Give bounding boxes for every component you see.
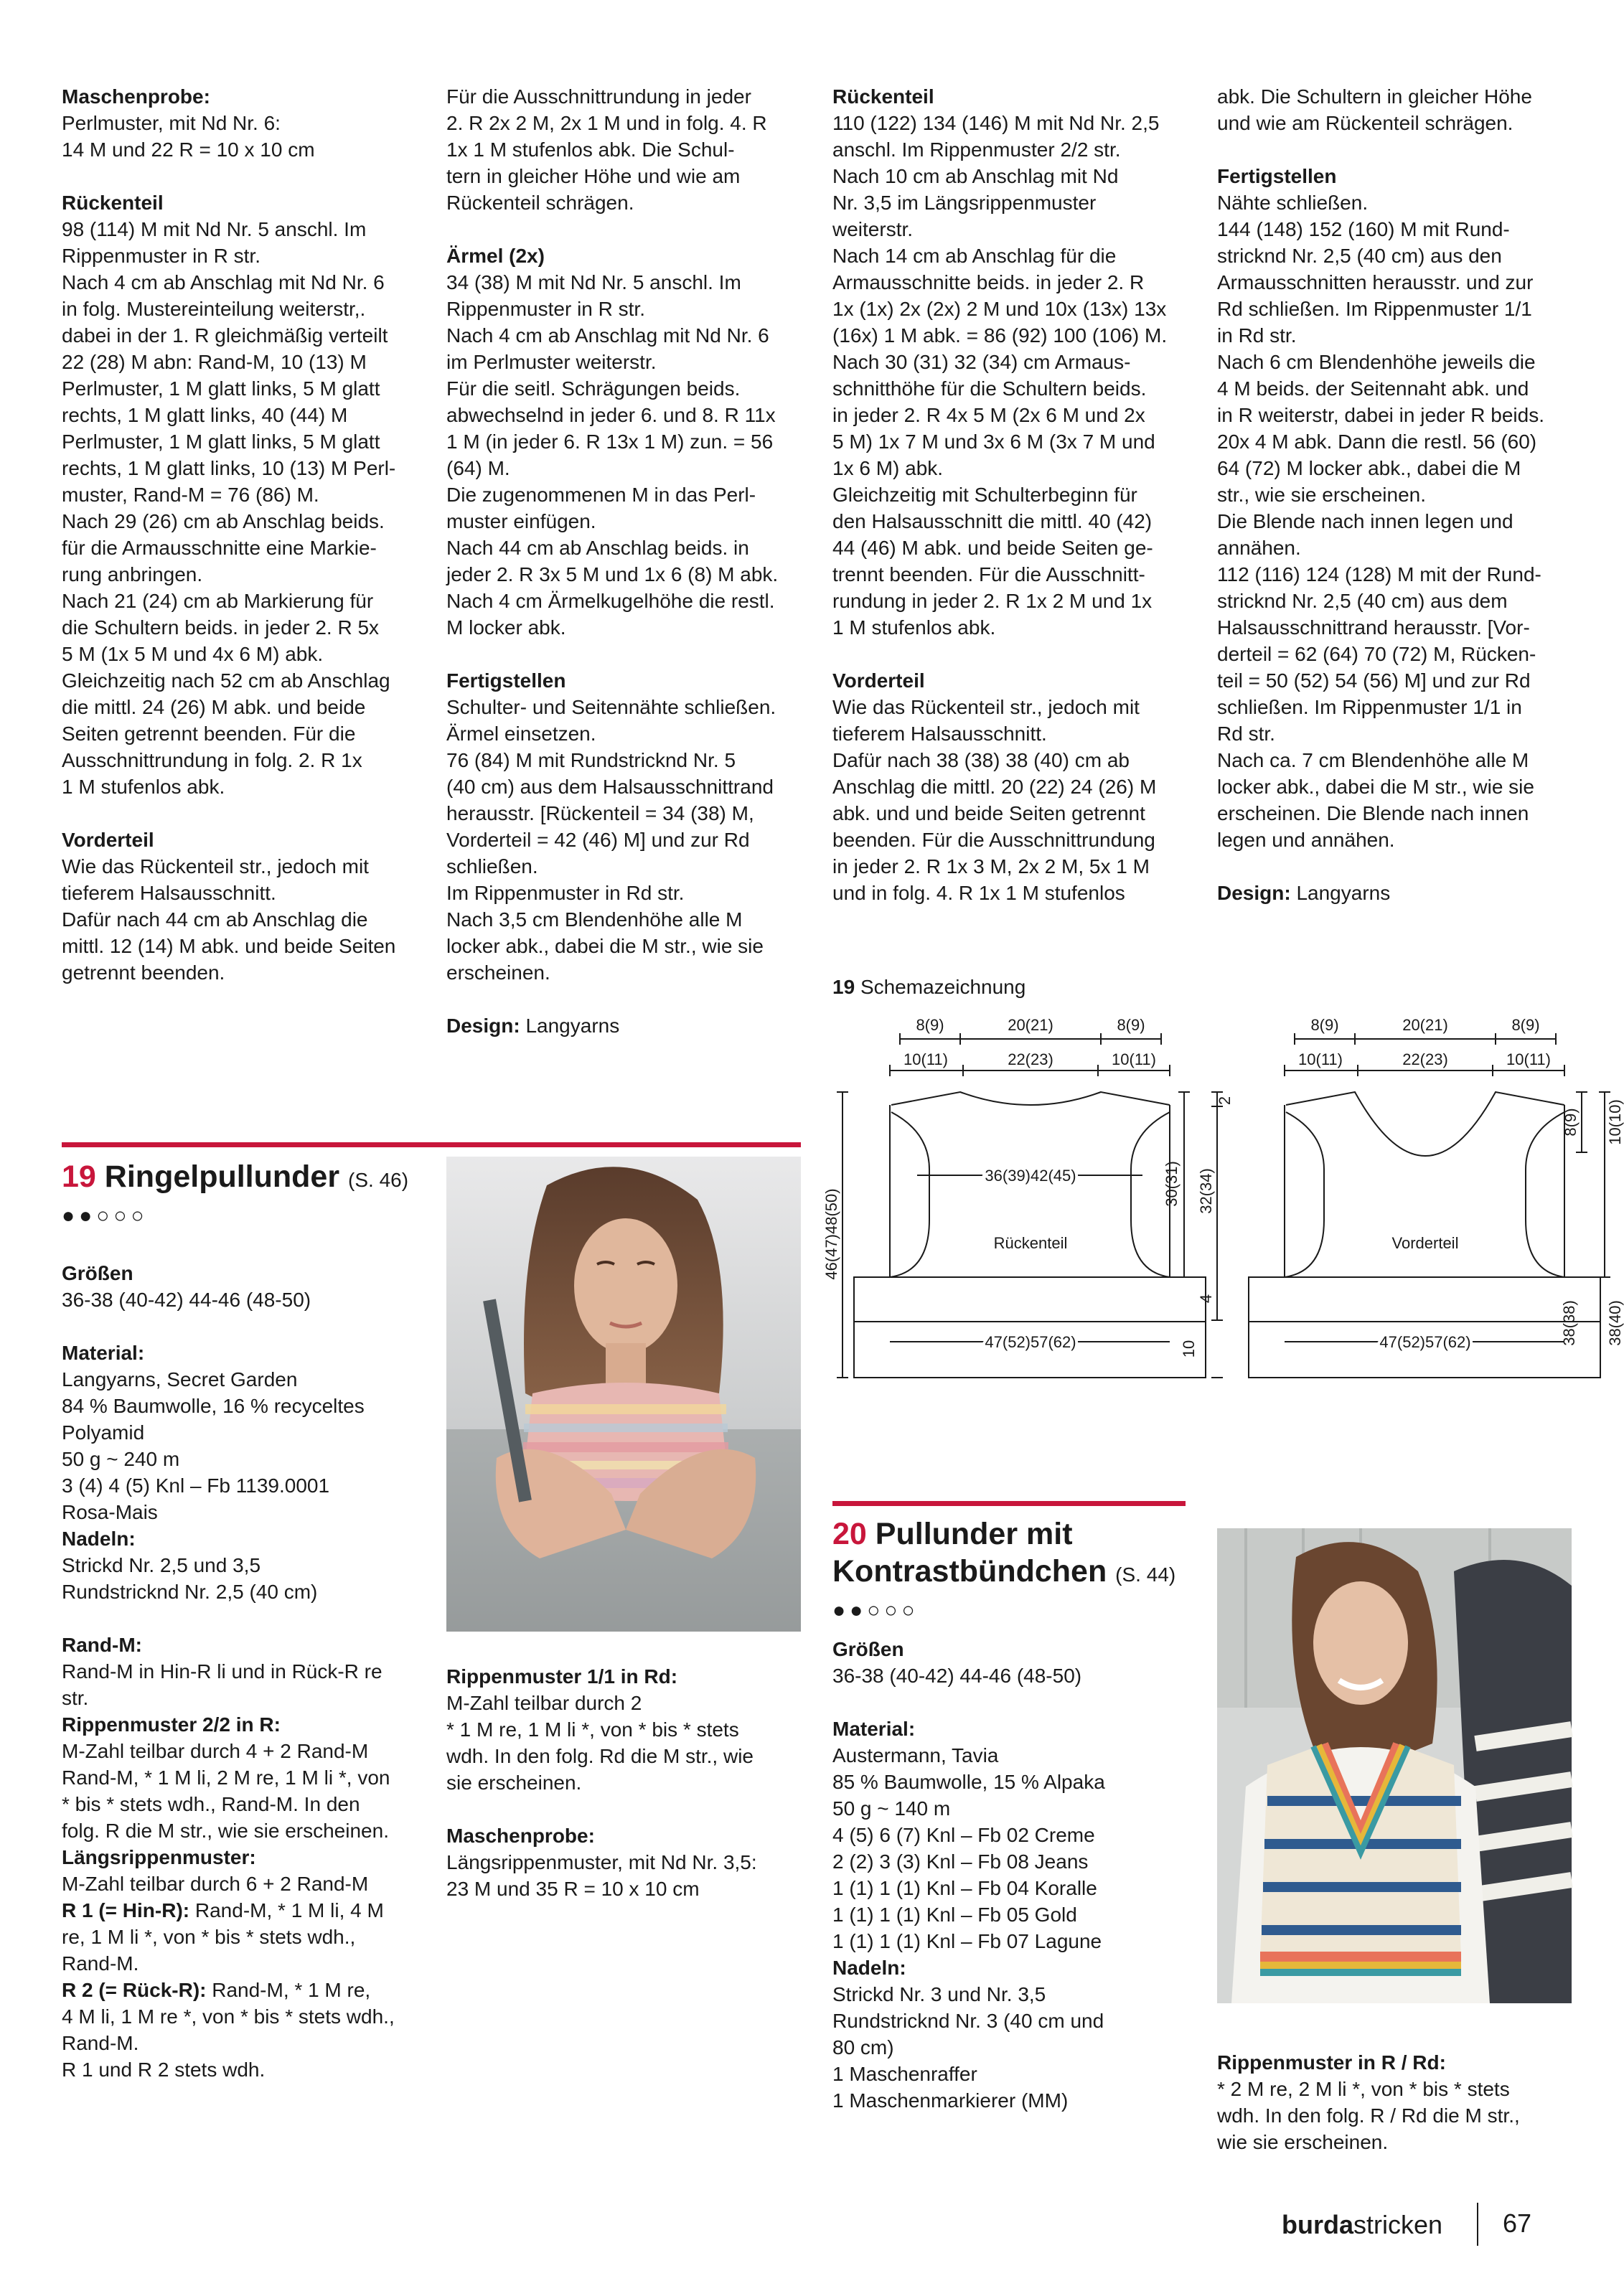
blank-line: [832, 1689, 1198, 1716]
text-line: tieferem Halsausschnitt.: [62, 882, 276, 904]
text-line: 1 M (in jeder 6. R 13x 1 M) zun. = 56: [446, 430, 774, 453]
text-line: Rd str.: [1217, 723, 1275, 745]
text-line: 36-38 (40-42) 44-46 (48-50): [832, 1665, 1082, 1687]
text-line: in jeder 2. R 1x 3 M, 2x 2 M, 5x 1 M: [832, 855, 1150, 878]
text-line: 64 (72) M locker abk., dabei die M: [1217, 457, 1521, 479]
text-line: M locker abk.: [446, 616, 566, 639]
text-line: stricknd Nr. 2,5 (40 cm) aus dem: [1217, 590, 1508, 612]
text-line: abk. und und beide Seiten getrennt: [832, 802, 1145, 824]
text-line: Wie das Rückenteil str., jedoch mit: [832, 696, 1140, 718]
pattern-19-title: [62, 1158, 408, 1199]
section-heading: Rückenteil: [832, 85, 934, 108]
text-line: 4 (5) 6 (7) Knl – Fb 02 Creme: [832, 1824, 1095, 1846]
dim-front-h1: 38(38): [1560, 1300, 1578, 1346]
text-line: getrennt beenden.: [62, 961, 225, 984]
text-line: Gleichzeitig mit Schulterbeginn für: [832, 484, 1137, 506]
back-piece-label: Rückenteil: [993, 1234, 1068, 1252]
text-line: 98 (114) M mit Nd Nr. 5 anschl. Im: [62, 218, 367, 240]
text-line: Nach 14 cm ab Anschlag für die: [832, 245, 1117, 267]
text-line: 1 (1) 1 (1) Knl – Fb 05 Gold: [832, 1904, 1077, 1926]
blank-line: [1217, 853, 1583, 880]
text-line: Nähte schließen.: [1217, 192, 1369, 214]
text-line: Nach 3,5 cm Blendenhöhe alle M: [446, 908, 743, 931]
text-line: 84 % Baumwolle, 16 % recyceltes: [62, 1395, 365, 1417]
text-line: Ausschnittrundung in folg. 2. R 1x: [62, 749, 362, 771]
inline-label: Design:: [1217, 882, 1291, 904]
text-line: Rand-M, * 1 M li, 2 M re, 1 M li *, von: [62, 1766, 390, 1789]
text-line: 34 (38) M mit Nd Nr. 5 anschl. Im: [446, 271, 741, 293]
pattern-20-title: [832, 1515, 1175, 1594]
section-heading: Ärmel (2x): [446, 245, 545, 267]
dim-top-center: 20(21): [1008, 1016, 1053, 1034]
inline-value: Langyarns: [1290, 882, 1391, 904]
dim-arm-1: 30(31): [1163, 1161, 1181, 1207]
dim-top-left: 8(9): [916, 1016, 944, 1034]
text-line: tieferem Halsausschnitt.: [832, 723, 1047, 745]
text-line: abwechselnd in jeder 6. und 8. R 11x: [446, 404, 776, 426]
dim-neck-10: 10(10): [1606, 1099, 1624, 1145]
text-line: in Rd str.: [1217, 324, 1297, 347]
text-line: Polyamid: [62, 1421, 145, 1444]
pattern-19-name: Ringelpullunder: [104, 1159, 340, 1194]
section-heading: Rippenmuster 1/1 in Rd:: [446, 1665, 678, 1688]
text-line: Nach 4 cm ab Anschlag mit Nd Nr. 6: [62, 271, 385, 293]
section-heading: Rippenmuster 2/2 in R:: [62, 1713, 281, 1736]
text-line: 1 (1) 1 (1) Knl – Fb 04 Koralle: [832, 1877, 1097, 1899]
text-line: 2 (2) 3 (3) Knl – Fb 08 Jeans: [832, 1850, 1089, 1873]
text-line: 110 (122) 134 (146) M mit Nd Nr. 2,5: [832, 112, 1160, 134]
section-20-rule: [832, 1501, 1186, 1506]
dim-second-left: 10(11): [903, 1050, 948, 1068]
col-4: [1217, 83, 1583, 906]
text-line: 23 M und 35 R = 10 x 10 cm: [446, 1878, 700, 1900]
section-heading: Größen: [62, 1262, 133, 1284]
blank-line: [446, 1796, 812, 1822]
section-heading: Nadeln:: [62, 1528, 136, 1550]
blank-line: [62, 163, 428, 189]
front-piece-label: Vorderteil: [1391, 1234, 1459, 1252]
pattern-19-page-ref: (S. 46): [348, 1169, 409, 1191]
section-heading: Maschenprobe:: [446, 1825, 595, 1847]
difficulty-dots-19: ●●○○○: [62, 1204, 149, 1228]
text-line: für die Armausschnitte eine Markie-: [62, 537, 377, 559]
text-line: 1 Maschenmarkierer (MM): [832, 2089, 1069, 2112]
schema-label: [832, 976, 1025, 999]
section-heading: Fertigstellen: [446, 669, 566, 692]
p19-right-text: [446, 1663, 812, 1902]
dim-4: 4: [1197, 1294, 1215, 1304]
blank-line: [1217, 136, 1583, 163]
text-line: 3 (4) 4 (5) Knl – Fb 1139.0001: [62, 1474, 330, 1497]
text-line: 5 M) 1x 7 M und 3x 6 M (3x 7 M und: [832, 430, 1155, 453]
section-heading: Maschenprobe:: [62, 85, 210, 108]
p19-left-text: [62, 1260, 428, 2083]
schema-title: Schemazeichnung: [860, 976, 1026, 998]
text-line: (40 cm) aus dem Halsausschnittrand: [446, 776, 774, 798]
text-line: Strickd Nr. 2,5 und 3,5: [62, 1554, 261, 1576]
blank-line: [62, 1313, 428, 1340]
brand-rest: stricken: [1353, 2210, 1443, 2239]
text-line: 5 M (1x 5 M und 4x 6 M) abk.: [62, 643, 324, 665]
inline-label: R 1 (= Hin-R):: [62, 1899, 190, 1921]
text-line: 20x 4 M abk. Dann die restl. 56 (60): [1217, 430, 1537, 453]
text-line: M-Zahl teilbar durch 4 + 2 Rand-M: [62, 1740, 369, 1762]
text-line: Nach 29 (26) cm ab Anschlag beids.: [62, 510, 385, 532]
section-heading: Größen: [832, 1638, 904, 1660]
text-line: 4 M beids. der Seitennaht abk. und: [1217, 377, 1529, 400]
text-line: 1 M stufenlos abk.: [62, 776, 225, 798]
dim-10: 10: [1180, 1340, 1198, 1358]
dim-left-height: 46(47)48(50): [822, 1188, 840, 1280]
text-line: Rundstricknd Nr. 2,5 (40 cm): [62, 1581, 318, 1603]
text-line: erscheinen. Die Blende nach innen: [1217, 802, 1529, 824]
text-line: Perlmuster, 1 M glatt links, 5 M glatt: [62, 377, 380, 400]
blank-line: [832, 641, 1198, 667]
text-line: schließen.: [446, 855, 538, 878]
col-3: [832, 83, 1198, 906]
text-line: wdh. In den folg. R / Rd die M str.,: [1217, 2104, 1520, 2127]
text-line: Ärmel einsetzen.: [446, 723, 596, 745]
text-line: 85 % Baumwolle, 15 % Alpaka: [832, 1771, 1105, 1793]
dim-front-second-center: 22(23): [1402, 1050, 1448, 1068]
inline-label: Design:: [446, 1015, 520, 1037]
text-line: und wie am Rückenteil schrägen.: [1217, 112, 1513, 134]
dim-front-top-center: 20(21): [1402, 1016, 1448, 1034]
text-line: teil = 50 (52) 54 (56) M] und zur Rd: [1217, 669, 1531, 692]
text-line: stricknd Nr. 2,5 (40 cm) aus den: [1217, 245, 1502, 267]
text-line: 50 g ~ 240 m: [62, 1448, 180, 1470]
dim-2: 2: [1216, 1096, 1234, 1106]
pattern-20-number: 20: [832, 1517, 867, 1551]
text-line: anschl. Im Rippenmuster 2/2 str.: [832, 138, 1121, 161]
dim-top-right: 8(9): [1117, 1016, 1145, 1034]
schema-drawing: [822, 1004, 1624, 1392]
text-line: die mittl. 24 (26) M abk. und beide: [62, 696, 366, 718]
text-line: * 2 M re, 2 M li *, von * bis * stets: [1217, 2078, 1510, 2100]
section-heading: Rippenmuster in R / Rd:: [1217, 2051, 1446, 2074]
section-heading: Nadeln:: [832, 1957, 906, 1979]
blank-line: [446, 216, 812, 243]
text-line: rung anbringen.: [62, 563, 203, 585]
inline-label: R 2 (= Rück-R):: [62, 1979, 207, 2001]
text-line: jeder 2. R 3x 5 M und 1x 6 (8) M abk.: [446, 563, 779, 585]
text-line: Dafür nach 38 (38) 38 (40) cm ab: [832, 749, 1130, 771]
text-line: Längsrippenmuster, mit Nd Nr. 3,5:: [446, 1851, 757, 1873]
text-line: 1 M stufenlos abk.: [832, 616, 996, 639]
text-line: Nach 21 (24) cm ab Markierung für: [62, 590, 374, 612]
text-line: Armausschnitten herausstr. und zur: [1217, 271, 1534, 293]
text-line: Rand-M in Hin-R li und in Rück-R re: [62, 1660, 382, 1683]
text-line: die Schultern beids. in jeder 2. R 5x: [62, 616, 380, 639]
pattern-19-number: 19: [62, 1159, 96, 1194]
dim-back-width: 36(39)42(45): [985, 1167, 1076, 1185]
text-line: 22 (28) M abn: Rand-M, 10 (13) M: [62, 351, 367, 373]
text-line: Die zugenommenen M in das Perl-: [446, 484, 756, 506]
text-line: Strickd Nr. 3 und Nr. 3,5: [832, 1983, 1046, 2005]
p20-right-text: [1217, 2049, 1583, 2155]
text-line: Perlmuster, mit Nd Nr. 6:: [62, 112, 281, 134]
text-line: Rückenteil schrägen.: [446, 192, 634, 214]
section-heading: Material:: [832, 1718, 916, 1740]
text-line: und in folg. 4. R 1x 1 M stufenlos: [832, 882, 1125, 904]
blank-line: [446, 986, 812, 1012]
text-line: beenden. Für die Ausschnittrundung: [832, 829, 1155, 851]
text-line: derteil = 62 (64) 70 (72) M, Rücken-: [1217, 643, 1536, 665]
text-line: [62, 1977, 428, 2003]
text-line: 36-38 (40-42) 44-46 (48-50): [62, 1289, 311, 1311]
text-line: 44 (46) M abk. und beide Seiten ge-: [832, 537, 1153, 559]
text-line: wdh. In den folg. Rd die M str., wie: [446, 1745, 754, 1767]
dim-front-bottom: 47(52)57(62): [1379, 1333, 1471, 1351]
dim-arm-2: 32(34): [1197, 1168, 1215, 1214]
col-2: [446, 83, 812, 1039]
text-line: Rand-M.: [62, 2032, 139, 2054]
text-line: Nach ca. 7 cm Blendenhöhe alle M: [1217, 749, 1529, 771]
text-line: rechts, 1 M glatt links, 40 (44) M: [62, 404, 348, 426]
text-line: Rippenmuster in R str.: [62, 245, 261, 267]
text-line: 112 (116) 124 (128) M mit der Rund-: [1217, 563, 1541, 585]
text-line: in folg. Mustereinteilung weiterstr,.: [62, 298, 366, 320]
text-line: 2. R 2x 2 M, 2x 1 M und in folg. 4. R: [446, 112, 767, 134]
blank-line: [446, 641, 812, 667]
text-line: sie erscheinen.: [446, 1772, 582, 1794]
text-line: str.: [62, 1687, 89, 1709]
inline-value: Rand-M, * 1 M li, 4 M: [189, 1899, 384, 1921]
pattern-20-name-line1: Pullunder mit: [875, 1517, 1073, 1551]
text-line: 14 M und 22 R = 10 x 10 cm: [62, 138, 315, 161]
text-line: Rippenmuster in R str.: [446, 298, 645, 320]
text-line: R 1 und R 2 stets wdh.: [62, 2059, 266, 2081]
text-line: muster einfügen.: [446, 510, 596, 532]
text-line: Nach 44 cm ab Anschlag beids. in: [446, 537, 749, 559]
text-line: Rand-M.: [62, 1952, 139, 1975]
text-line: 1x (1x) 2x (2x) 2 M und 10x (13x) 13x: [832, 298, 1167, 320]
text-line: Nach 4 cm Ärmelkugelhöhe die restl.: [446, 590, 775, 612]
text-line: (64) M.: [446, 457, 510, 479]
text-line: rechts, 1 M glatt links, 10 (13) M Perl-: [62, 457, 396, 479]
text-line: [1217, 880, 1583, 906]
text-line: Die Blende nach innen legen und: [1217, 510, 1513, 532]
inline-value: Langyarns: [520, 1015, 620, 1037]
text-line: trennt beenden. Für die Ausschnitt-: [832, 563, 1145, 585]
dim-front-h2: 38(40): [1606, 1300, 1624, 1346]
text-line: [446, 1012, 812, 1039]
text-line: * bis * stets wdh., Rand-M. In den: [62, 1793, 360, 1815]
text-line: 1x 6 M) abk.: [832, 457, 944, 479]
footer-brand: [1282, 2210, 1442, 2240]
text-line: 76 (84) M mit Rundstricknd Nr. 5: [446, 749, 736, 771]
dim-front-second-left: 10(11): [1298, 1050, 1343, 1068]
brand-bold: burda: [1282, 2210, 1354, 2239]
text-line: Gleichzeitig nach 52 cm ab Anschlag: [62, 669, 390, 692]
text-line: erscheinen.: [446, 961, 550, 984]
dim-front-second-right: 10(11): [1506, 1050, 1551, 1068]
dim-second-center: 22(23): [1008, 1050, 1053, 1068]
blank-line: [62, 1605, 428, 1632]
text-line: Schulter- und Seitennähte schließen.: [446, 696, 776, 718]
text-line: tern in gleicher Höhe und wie am: [446, 165, 741, 187]
inline-value: Rand-M, * 1 M re,: [206, 1979, 371, 2001]
dim-second-right: 10(11): [1112, 1050, 1156, 1068]
text-line: Halsausschnittrand herausstr. [Vor-: [1217, 616, 1530, 639]
photo-pullunder-kontrast: [1217, 1528, 1572, 2003]
p20-left-text: [832, 1636, 1198, 2114]
text-line: 144 (148) 152 (160) M mit Rund-: [1217, 218, 1510, 240]
dim-back-bottom: 47(52)57(62): [985, 1333, 1076, 1351]
text-line: folg. R die M str., wie sie erscheinen.: [62, 1820, 389, 1842]
pattern-20-name-line2: Kontrastbündchen: [832, 1554, 1107, 1589]
text-line: Nach 10 cm ab Anschlag mit Nd: [832, 165, 1119, 187]
text-line: den Halsausschnitt die mittl. 40 (42): [832, 510, 1153, 532]
dim-front-top-right: 8(9): [1511, 1016, 1540, 1034]
text-line: in jeder 2. R 4x 5 M (2x 6 M und 2x: [832, 404, 1145, 426]
section-heading: Längsrippenmuster:: [62, 1846, 256, 1868]
text-line: Seiten getrennt beenden. Für die: [62, 723, 356, 745]
text-line: Im Rippenmuster in Rd str.: [446, 882, 685, 904]
text-line: re, 1 M li *, von * bis * stets wdh.,: [62, 1926, 356, 1948]
section-19-rule: [62, 1142, 801, 1147]
text-line: Nach 4 cm ab Anschlag mit Nd Nr. 6: [446, 324, 769, 347]
text-line: Für die Ausschnittrundung in jeder: [446, 85, 751, 108]
text-line: wie sie erscheinen.: [1217, 2131, 1389, 2153]
section-heading: Rand-M:: [62, 1634, 142, 1656]
text-line: annähen.: [1217, 537, 1301, 559]
text-line: Armausschnitte beids. in jeder 2. R: [832, 271, 1145, 293]
text-line: Anschlag die mittl. 20 (22) 24 (26) M: [832, 776, 1157, 798]
text-line: Rundstricknd Nr. 3 (40 cm und: [832, 2010, 1104, 2032]
text-line: legen und annähen.: [1217, 829, 1395, 851]
text-line: str., wie sie erscheinen.: [1217, 484, 1427, 506]
text-line: Nach 6 cm Blendenhöhe jeweils die: [1217, 351, 1536, 373]
text-line: mittl. 12 (14) M abk. und beide Seiten: [62, 935, 396, 957]
text-line: herausstr. [Rückenteil = 34 (38) M,: [446, 802, 754, 824]
text-line: Vorderteil = 42 (46) M] und zur Rd: [446, 829, 750, 851]
section-heading: Vorderteil: [832, 669, 925, 692]
text-line: locker abk., dabei die M str., wie sie: [446, 935, 764, 957]
text-line: in R weiterstr, dabei in jeder R beids.: [1217, 404, 1544, 426]
text-line: schließen. Im Rippenmuster 1/1 in: [1217, 696, 1522, 718]
text-line: dabei in der 1. R gleichmäßig verteilt: [62, 324, 388, 347]
text-line: 80 cm): [832, 2036, 894, 2059]
page-number: 67: [1503, 2208, 1532, 2238]
text-line: abk. Die Schultern in gleicher Höhe: [1217, 85, 1532, 108]
text-line: [62, 1897, 428, 1924]
col-1: [62, 83, 428, 986]
text-line: rundung in jeder 2. R 1x 2 M und 1x: [832, 590, 1153, 612]
text-line: M-Zahl teilbar durch 2: [446, 1692, 642, 1714]
difficulty-dots-20: ●●○○○: [832, 1599, 919, 1622]
text-line: Für die seitl. Schrägungen beids.: [446, 377, 741, 400]
text-line: M-Zahl teilbar durch 6 + 2 Rand-M: [62, 1873, 369, 1895]
text-line: muster, Rand-M = 76 (86) M.: [62, 484, 319, 506]
text-line: 50 g ~ 140 m: [832, 1797, 951, 1820]
dim-neck-8: 8(9): [1562, 1108, 1580, 1137]
text-line: 1x 1 M stufenlos abk. Die Schul-: [446, 138, 735, 161]
text-line: Wie das Rückenteil str., jedoch mit: [62, 855, 369, 878]
text-line: schnitthöhe für die Schultern beids.: [832, 377, 1147, 400]
text-line: Austermann, Tavia: [832, 1744, 999, 1766]
text-line: locker abk., dabei die M str., wie sie: [1217, 776, 1534, 798]
text-line: 1 (1) 1 (1) Knl – Fb 07 Lagune: [832, 1930, 1102, 1952]
text-line: Nach 30 (31) 32 (34) cm Armaus-: [832, 351, 1131, 373]
text-line: weiterstr.: [832, 218, 914, 240]
footer-divider: [1477, 2203, 1478, 2246]
section-heading: Fertigstellen: [1217, 165, 1337, 187]
pattern-20-page-ref: (S. 44): [1115, 1563, 1176, 1586]
text-line: Nr. 3,5 im Längsrippenmuster: [832, 192, 1097, 214]
section-heading: Material:: [62, 1342, 145, 1364]
text-line: (16x) 1 M abk. = 86 (92) 100 (106) M.: [832, 324, 1168, 347]
text-line: 1 Maschenraffer: [832, 2063, 977, 2085]
section-heading: Vorderteil: [62, 829, 154, 851]
schema-number: 19: [832, 976, 855, 998]
text-line: Rosa-Mais: [62, 1501, 158, 1523]
text-line: Dafür nach 44 cm ab Anschlag die: [62, 908, 368, 931]
text-line: im Perlmuster weiterstr.: [446, 351, 657, 373]
dim-front-top-left: 8(9): [1310, 1016, 1339, 1034]
text-line: 4 M li, 1 M re *, von * bis * stets wdh.,: [62, 2005, 395, 2028]
text-line: Perlmuster, 1 M glatt links, 5 M glatt: [62, 430, 380, 453]
text-line: Rd schließen. Im Rippenmuster 1/1: [1217, 298, 1532, 320]
blank-line: [62, 800, 428, 827]
text-line: * 1 M re, 1 M li *, von * bis * stets: [446, 1718, 739, 1741]
text-line: Langyarns, Secret Garden: [62, 1368, 298, 1391]
photo-ringelpullunder: [446, 1157, 801, 1632]
section-heading: Rückenteil: [62, 192, 164, 214]
